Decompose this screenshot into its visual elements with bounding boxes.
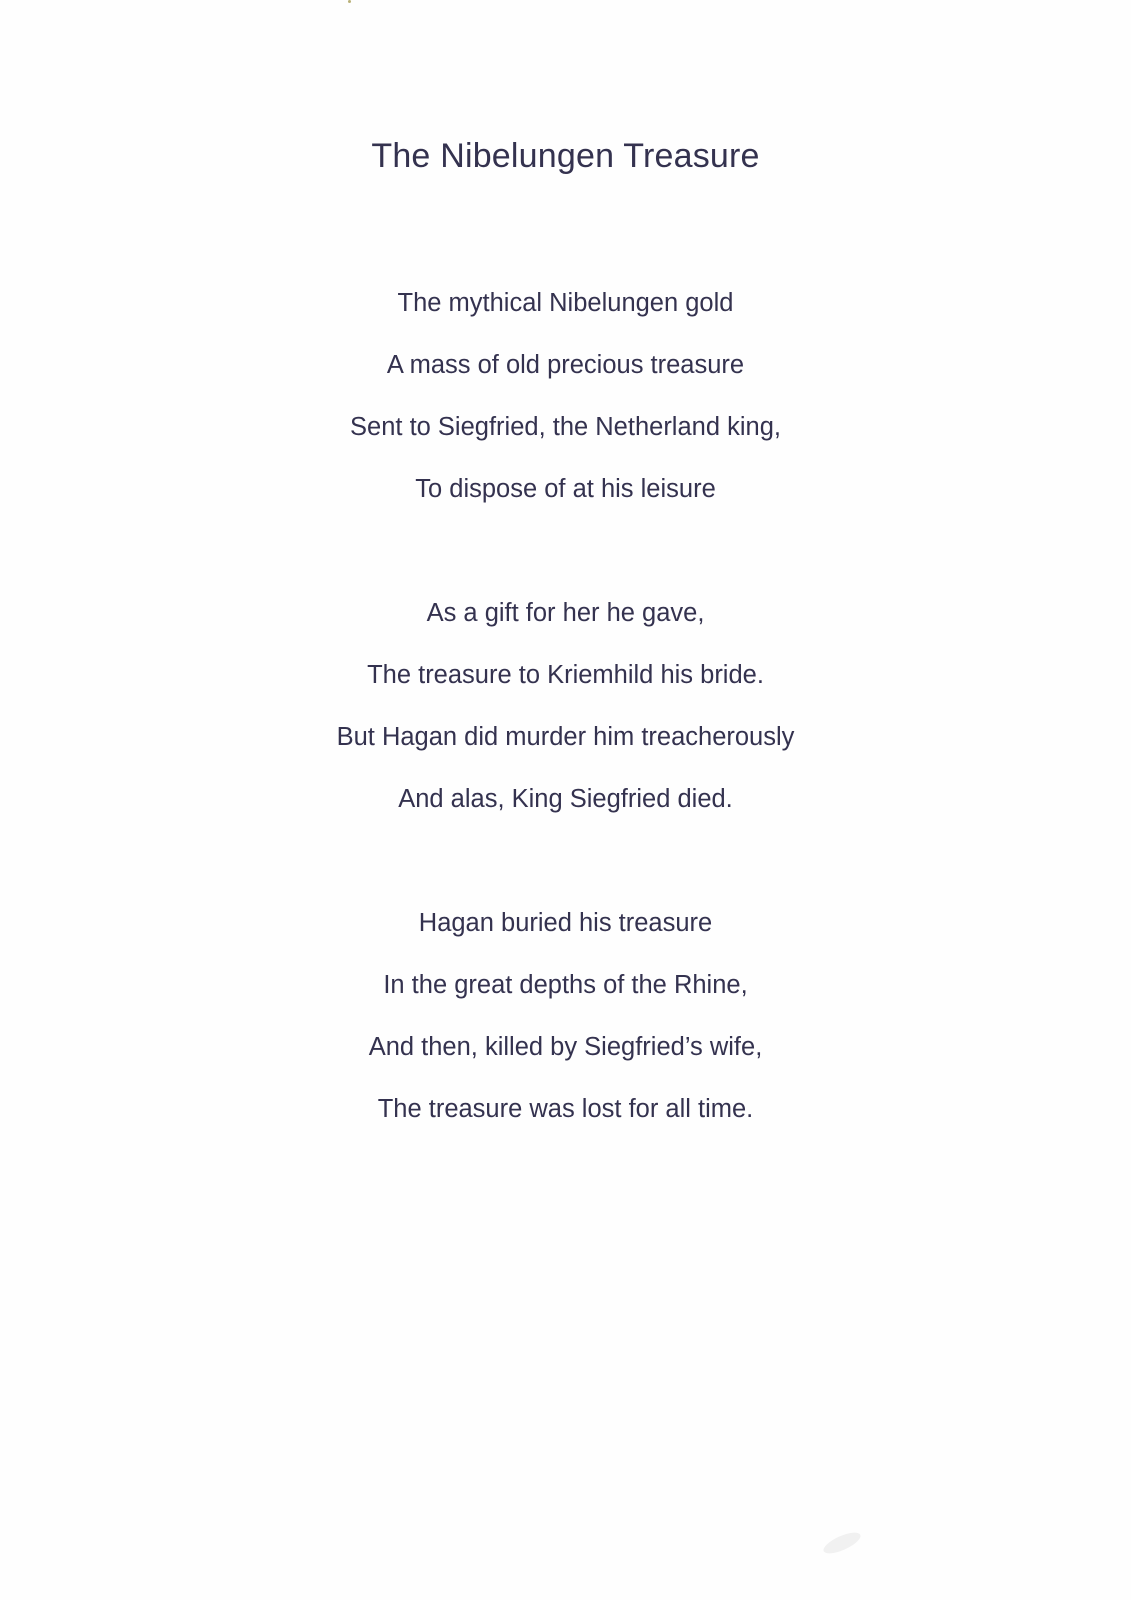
stanza-3 — [0, 906, 1131, 1154]
poem-line: Sent to Siegfried, the Netherland king, — [350, 413, 781, 441]
poem-title: The Nibelungen Treasure — [371, 137, 760, 175]
poem-line: The treasure was lost for all time. — [377, 1095, 754, 1123]
poem-line: And then, killed by Siegfried’s wife, — [368, 1033, 763, 1061]
poem-line: The treasure to Kriemhild his bride. — [367, 661, 764, 689]
poem-line: Hagan buried his treasure — [418, 909, 713, 937]
stanza-2 — [0, 596, 1131, 844]
poem-line: To dispose of at his leisure — [415, 475, 716, 503]
scan-smudge — [821, 1528, 863, 1557]
poem-line: But Hagan did murder him treacherously — [336, 723, 795, 751]
scan-speck — [348, 0, 351, 3]
poem-line: A mass of old precious treasure — [386, 351, 745, 379]
poem-line: In the great depths of the Rhine, — [383, 971, 748, 999]
poem-line: And alas, King Siegfried died. — [398, 785, 733, 813]
poem-line: The mythical Nibelungen gold — [397, 289, 734, 317]
stanza-1 — [0, 286, 1131, 534]
poem-line: As a gift for her he gave, — [426, 599, 705, 627]
